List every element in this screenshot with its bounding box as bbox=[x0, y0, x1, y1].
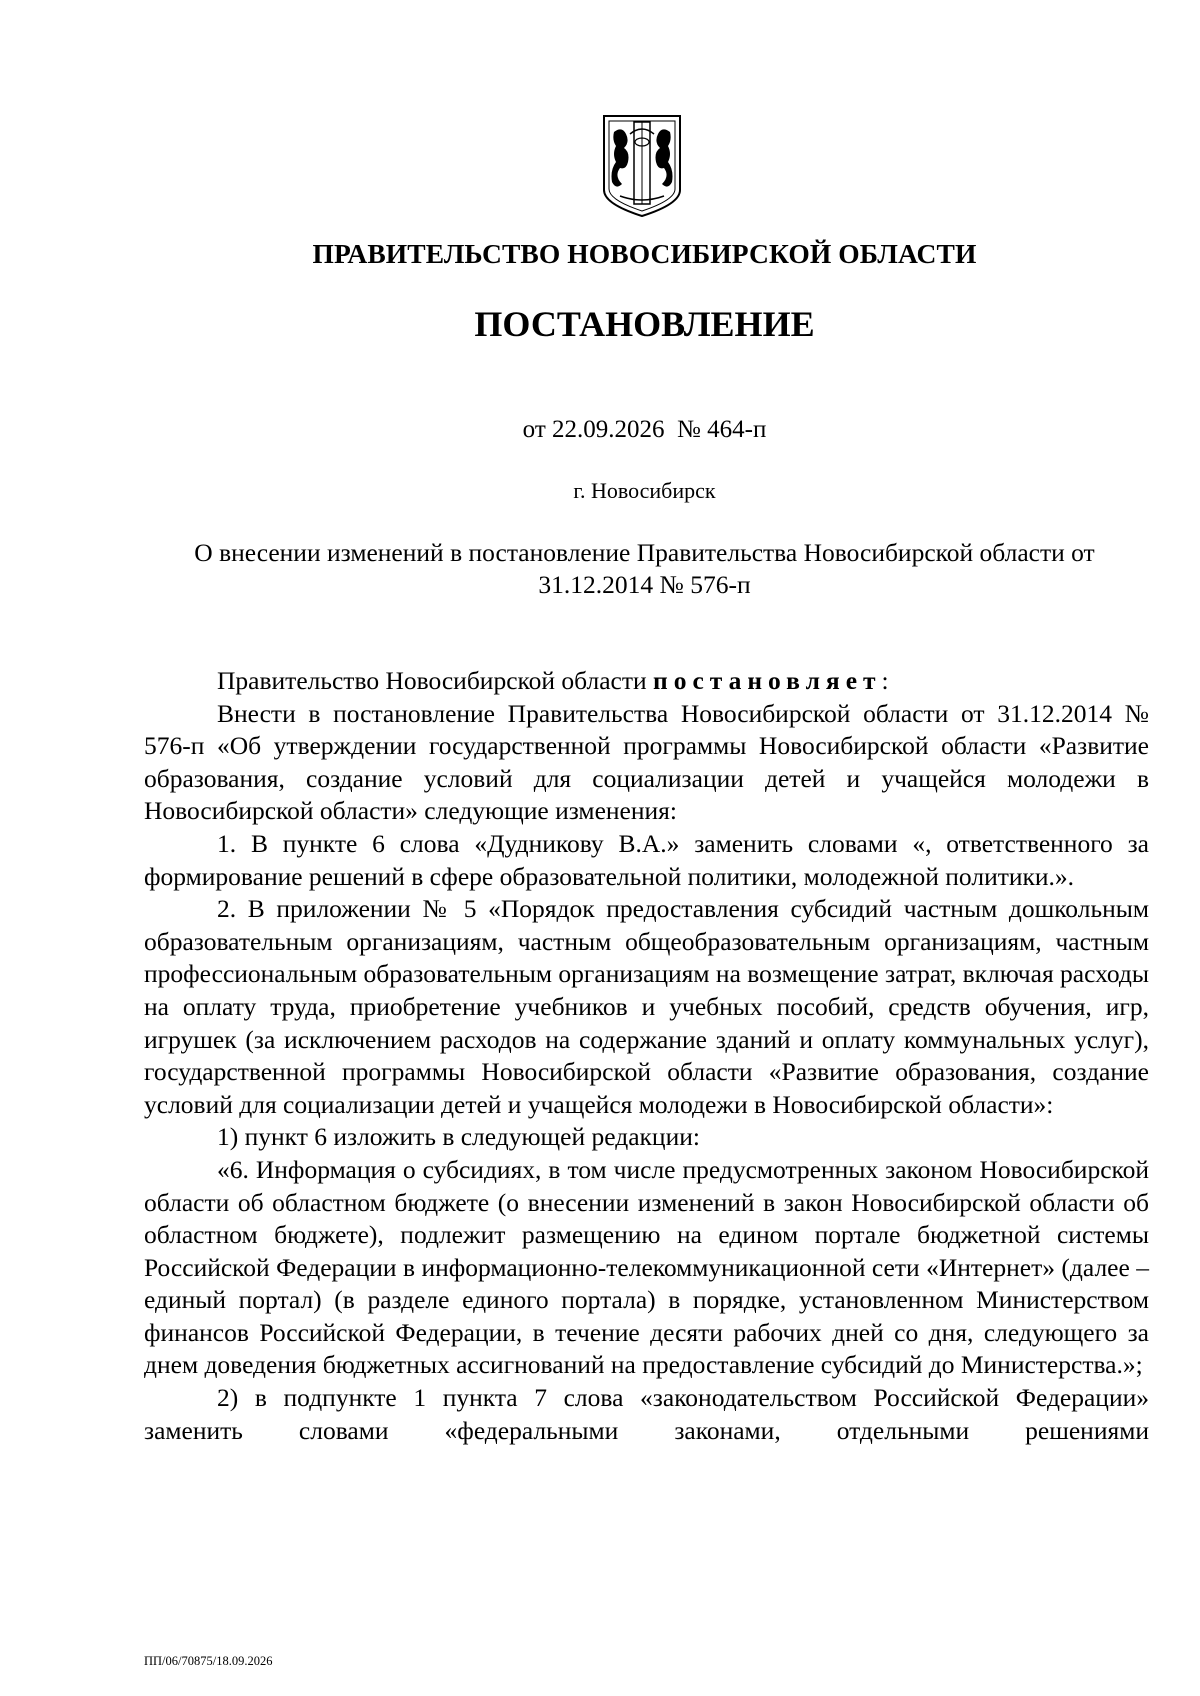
document-footer-code: ПП/06/70875/18.09.2026 bbox=[144, 1654, 273, 1668]
government-name: ПРАВИТЕЛЬСТВО НОВОСИБИРСКОЙ ОБЛАСТИ bbox=[312, 238, 977, 269]
document-date-number: от 22.09.2026 № 464-п bbox=[522, 416, 767, 443]
document-type-title: ПОСТАНОВЛЕНИЕ bbox=[474, 304, 815, 344]
paragraph-amend: Внести в постановление Правительства Новосибирской области от 31.12.2014 № 576-п «Об утверждении государственной программы Новосибирской области «Развитие образования, создание условий для социализации детей и учащейся молодежи в Новосибирской области» следующие изменения: bbox=[144, 698, 1149, 826]
coat-of-arms-emblem bbox=[600, 112, 684, 220]
paragraph-item-2: 2. В приложении № 5 «Порядок предоставления субсидий частным дошкольным образовательным организациям, частным общеобразовательным организациям, частным профессиональным образовательным организациям на возмещение затрат, включая расходы на оплату труда, приобретение учебников и учебных пособий, средств обучения, игр, игрушек (за исключением расходов на содержание зданий и оплату коммунальных услуг), государственной программы Новосибирской области «Развитие образования, создание условий для социализации детей и учащейся молодежи в Новосибирской области»: bbox=[144, 894, 1149, 1119]
paragraph-quoted-6: «6. Информация о субсидиях, в том числе предусмотренных законом Новосибирской области об областном бюджете (о внесении изменений в закон Новосибирской области об областном бюджете), подлежит размещению на едином портале бюджетной системы Российской Федерации в информационно-телекоммуникационной сети «Интернет» (далее – единый портал) (в разделе единого портала) в порядке, установленном Министерством финансов Российской Федерации, в течение десяти рабочих дней со дня, следующего за днем доведения бюджетных ассигнований на предоставление субсидий до Министерства.»; bbox=[144, 1154, 1149, 1380]
document-subject: О внесении изменений в постановление Правительства Новосибирской области от 31.12.2014 № 576-п bbox=[194, 538, 1095, 599]
intro-paragraph bbox=[144, 665, 1149, 698]
intro-lead: Правительство Новосибирской области bbox=[217, 666, 653, 695]
paragraph-subitem-1: 1) пункт 6 изложить в следующей редакции: bbox=[217, 1122, 700, 1152]
document-city: г. Новосибирск bbox=[573, 478, 716, 503]
intro-colon: : bbox=[881, 666, 889, 695]
paragraph-item-1: 1. В пункте 6 слова «Дудникову В.А.» заменить словами «, ответственного за формирование решений в сфере образовательной политики, молодежной политики.». bbox=[144, 828, 1149, 891]
document-body bbox=[144, 665, 1149, 1447]
paragraph-subitem-2: 2) в подпункте 1 пункта 7 слова «законодательством Российской Федерации» заменить словами «федеральными законами, отдельными решениями bbox=[144, 1383, 1149, 1445]
intro-decree-word: постановляет bbox=[653, 666, 882, 695]
